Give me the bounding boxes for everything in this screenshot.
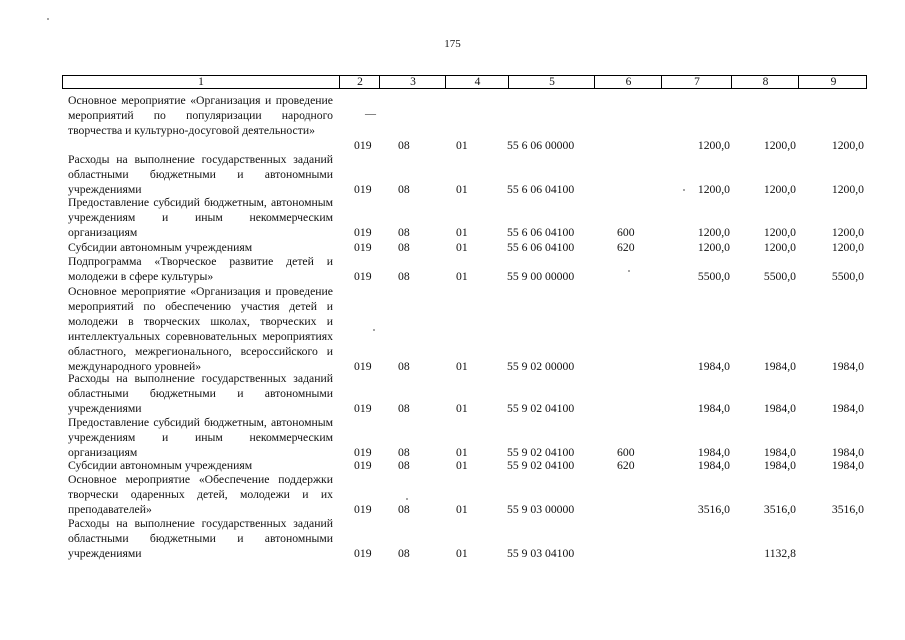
- col-8-amount: 1132,8: [764, 547, 796, 560]
- col-6-expense-type: 620: [617, 241, 635, 254]
- row-description: Расходы на выполнение государственных заданий областными бюджетными и автономными учреждениями: [68, 372, 333, 415]
- col-4-subsection: 01: [456, 402, 468, 415]
- col-3-section: 08: [398, 270, 410, 283]
- col-5-target-article: 55 6 06 04100: [507, 241, 575, 254]
- row-description: Основное мероприятие «Организация и проведение мероприятий по популяризации народного творчества и культурно-досуговой деятельности»: [68, 94, 333, 137]
- col-9-amount: 1200,0: [831, 241, 864, 254]
- row-description: Расходы на выполнение государственных заданий областными бюджетными и автономными учреждениями: [68, 517, 333, 560]
- col-7-amount: 1200,0: [697, 183, 730, 196]
- col-5-target-article: 55 9 03 04100: [507, 547, 575, 560]
- row-description: Расходы на выполнение государственных заданий областными бюджетными и автономными учреждениями: [68, 153, 333, 196]
- page-number: 175: [444, 38, 461, 50]
- col-4-subsection: 01: [456, 139, 468, 152]
- header-col-6: 6: [594, 76, 662, 88]
- col-7-amount: 1984,0: [697, 446, 730, 459]
- col-6-expense-type: 600: [617, 226, 635, 239]
- col-5-target-article: 55 9 03 00000: [507, 503, 575, 516]
- scan-speck: [47, 18, 49, 20]
- col-4-subsection: 01: [456, 360, 468, 373]
- header-col-4: 4: [445, 76, 509, 88]
- col-3-section: 08: [398, 226, 410, 239]
- col-4-subsection: 01: [456, 183, 468, 196]
- col-9-amount: 1200,0: [831, 139, 864, 152]
- col-7-amount: 1200,0: [697, 226, 730, 239]
- col-3-section: 08: [398, 459, 410, 472]
- row-description: Субсидии автономным учреждениям: [68, 241, 253, 254]
- col-2-code: 019: [354, 226, 372, 239]
- header-col-5: 5: [508, 76, 595, 88]
- row-description: Основное мероприятие «Обеспечение поддержки творчески одаренных детей, молодежи и их преподавателей»: [68, 473, 333, 516]
- col-2-code: 019: [354, 270, 372, 283]
- col-9-amount: 1984,0: [831, 446, 864, 459]
- col-4-subsection: 01: [456, 226, 468, 239]
- col-4-subsection: 01: [456, 270, 468, 283]
- col-5-target-article: 55 9 02 04100: [507, 402, 575, 415]
- col-9-amount: 3516,0: [831, 503, 864, 516]
- scan-speck: [373, 329, 375, 331]
- col-3-section: 08: [398, 402, 410, 415]
- col-2-code: 019: [354, 503, 372, 516]
- col-5-target-article: 55 9 02 04100: [507, 459, 575, 472]
- scan-speck: [628, 270, 630, 272]
- col-8-amount: 1200,0: [763, 183, 796, 196]
- header-col-3: 3: [379, 76, 446, 88]
- col-2-code: 019: [354, 402, 372, 415]
- col-6-expense-type: 600: [617, 446, 635, 459]
- col-2-code: 019: [354, 139, 372, 152]
- col-7-amount: 1984,0: [697, 459, 730, 472]
- header-col-8: 8: [731, 76, 799, 88]
- col-8-amount: 1984,0: [763, 402, 796, 415]
- scan-speck: [683, 189, 685, 191]
- col-9-amount: 1200,0: [831, 226, 864, 239]
- col-7-amount: 1984,0: [697, 360, 730, 373]
- col-9-amount: 1984,0: [831, 360, 864, 373]
- col-8-amount: 1200,0: [763, 139, 796, 152]
- col-5-target-article: 55 9 00 00000: [507, 270, 575, 283]
- col-7-amount: 1984,0: [697, 402, 730, 415]
- col-2-code: 019: [354, 547, 372, 560]
- col-5-target-article: 55 6 06 04100: [507, 226, 575, 239]
- col-8-amount: 1984,0: [763, 459, 796, 472]
- col-3-section: 08: [398, 446, 410, 459]
- col-5-target-article: 55 6 06 04100: [507, 183, 575, 196]
- row-description: Субсидии автономным учреждениям: [68, 459, 253, 472]
- col-3-section: 08: [398, 183, 410, 196]
- header-col-2: 2: [339, 76, 380, 88]
- header-col-7: 7: [661, 76, 732, 88]
- col-2-code: 019: [354, 459, 372, 472]
- col-3-section: 08: [398, 503, 410, 516]
- col-2-code: 019: [354, 446, 372, 459]
- col-9-amount: 1984,0: [831, 459, 864, 472]
- col-5-target-article: 55 6 06 00000: [507, 139, 575, 152]
- row-description: Предоставление субсидий бюджетным, автономным учреждениям и иным некоммерческим организациям: [68, 416, 333, 459]
- header-col-9: 9: [798, 76, 868, 88]
- col-4-subsection: 01: [456, 241, 468, 254]
- col-8-amount: 3516,0: [763, 503, 796, 516]
- col-6-expense-type: 620: [617, 459, 635, 472]
- table-header: [62, 75, 867, 89]
- col-9-amount: 5500,0: [831, 270, 864, 283]
- col-9-amount: 1200,0: [831, 183, 864, 196]
- col-8-amount: 1984,0: [763, 446, 796, 459]
- col-3-section: 08: [398, 360, 410, 373]
- col-8-amount: 1200,0: [763, 226, 796, 239]
- col-4-subsection: 01: [456, 446, 468, 459]
- col-5-target-article: 55 9 02 04100: [507, 446, 575, 459]
- col-3-section: 08: [398, 139, 410, 152]
- col-5-target-article: 55 9 02 00000: [507, 360, 575, 373]
- col-4-subsection: 01: [456, 547, 468, 560]
- scan-speck: [406, 498, 408, 500]
- col-7-amount: 1200,0: [697, 139, 730, 152]
- dash-mark: —: [365, 108, 376, 120]
- col-7-amount: 5500,0: [697, 270, 730, 283]
- col-4-subsection: 01: [456, 503, 468, 516]
- col-8-amount: 5500,0: [763, 270, 796, 283]
- col-4-subsection: 01: [456, 459, 468, 472]
- col-8-amount: 1200,0: [763, 241, 796, 254]
- col-2-code: 019: [354, 183, 372, 196]
- col-2-code: 019: [354, 360, 372, 373]
- col-3-section: 08: [398, 241, 410, 254]
- header-col-1: 1: [198, 76, 204, 88]
- row-description: Предоставление субсидий бюджетным, автономным учреждениям и иным некоммерческим организациям: [68, 196, 333, 239]
- row-description: Подпрограмма «Творческое развитие детей и молодежи в сфере культуры»: [68, 255, 333, 283]
- col-9-amount: 1984,0: [831, 402, 864, 415]
- col-7-amount: 1200,0: [697, 241, 730, 254]
- col-7-amount: 3516,0: [697, 503, 730, 516]
- col-3-section: 08: [398, 547, 410, 560]
- row-description: Основное мероприятие «Организация и проведение мероприятий по обеспечению участия детей и молодежи в творческих школах, творческих и интеллектуальных соревновательных мероприятиях областного, межрегионального, всероссийского и международного уровней»: [68, 285, 333, 373]
- col-2-code: 019: [354, 241, 372, 254]
- col-8-amount: 1984,0: [763, 360, 796, 373]
